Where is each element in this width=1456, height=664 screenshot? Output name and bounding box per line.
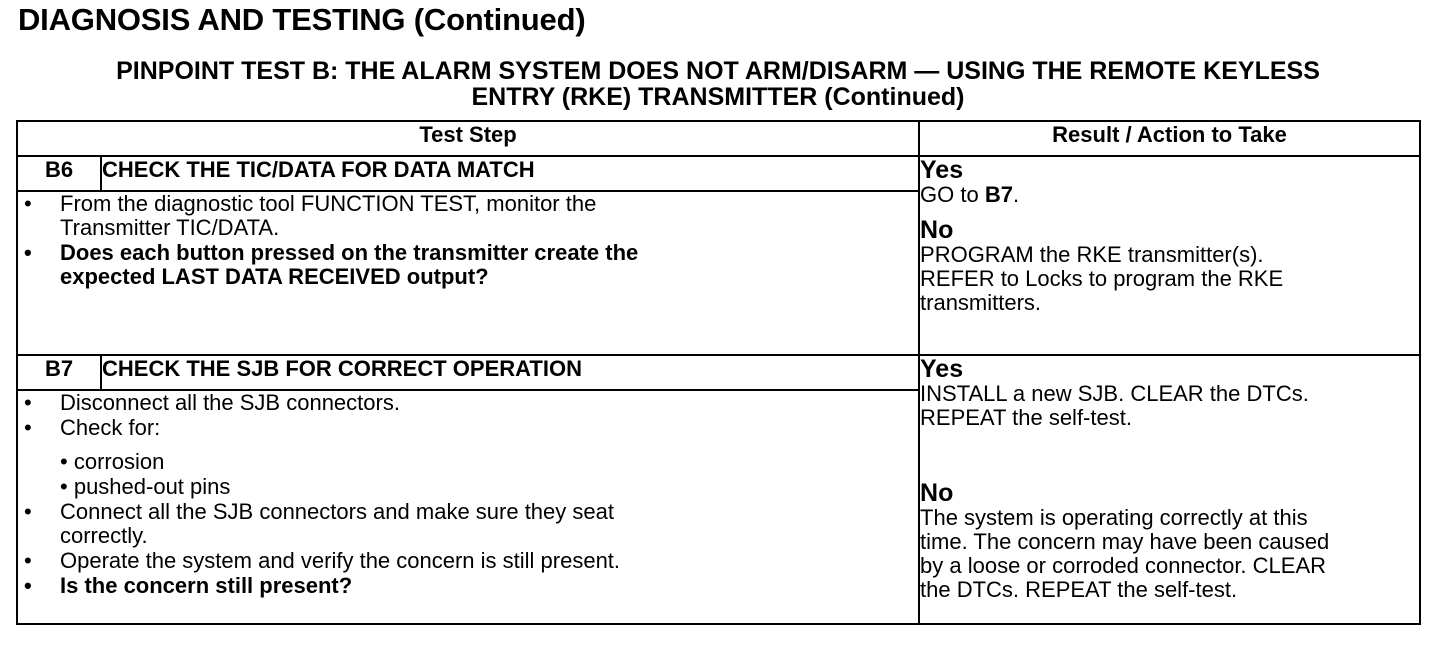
list-item-text: Does each button pressed on the transmitter create the [60,240,639,265]
step-row-b7 [17,355,1420,390]
list-item-text: Connect all the SJB connectors and make sure they seat [60,499,614,524]
list-item [18,574,918,598]
result-yes-line: REPEAT the self-test. [920,405,1132,430]
result-yes-b6 [920,157,1419,207]
list-item-text: correctly. [60,523,148,548]
result-no-b6 [920,217,1419,315]
result-no-line: The system is operating correctly at this [920,505,1308,530]
bullet: • [24,573,32,598]
sub-list-item [18,450,918,474]
header-test-step: Test Step [17,121,919,156]
step-title-b6: CHECK THE TIC/DATA FOR DATA MATCH [101,156,919,191]
test-title-line-2: ENTRY (RKE) TRANSMITTER (Continued) [471,83,965,111]
step-list-b7 [18,391,918,598]
result-cell-b6 [919,156,1420,355]
step-title-b7: CHECK THE SJB FOR CORRECT OPERATION [101,355,919,390]
result-no-line: PROGRAM the RKE transmitter(s). [920,242,1264,267]
step-list-b6 [18,192,918,289]
list-item [18,549,918,573]
list-item [18,241,918,289]
result-yes-suffix: . [1012,182,1020,207]
result-yes-line: INSTALL a new SJB. CLEAR the DTCs. [920,381,1309,406]
result-no-line: by a loose or corroded connector. CLEAR [920,553,1327,578]
result-no-line: transmitters. [920,290,1042,315]
sub-list-item-text: pushed-out pins [73,474,231,499]
result-no-label: No [920,216,954,244]
bullet: • [24,548,32,573]
list-item-text: From the diagnostic tool FUNCTION TEST, monitor the [60,191,597,216]
bullet: • [24,499,32,524]
step-body-b6 [17,191,919,355]
bullet: • [24,390,32,415]
result-yes-text [920,182,1019,207]
result-no-label: No [920,479,954,507]
bullet: • [24,240,32,265]
result-yes-label: Yes [920,355,964,383]
header-result-action: Result / Action to Take [919,121,1420,156]
pinpoint-test-title [18,58,1418,110]
step-row-b6 [17,156,1420,191]
result-yes-b7 [920,356,1419,430]
result-yes-prefix: GO to [920,182,985,207]
list-item-text: Disconnect all the SJB connectors. [60,390,400,415]
sub-list-item [18,475,918,499]
list-item-text: Check for: [60,415,161,440]
list-item [18,500,918,548]
list-item [18,416,918,440]
bullet: • [24,191,32,216]
step-body-b7 [17,390,919,624]
pinpoint-test-table [16,120,1421,625]
step-reference-b7: B7 [984,182,1013,207]
list-item-text: Transmitter TIC/DATA. [60,215,280,240]
page-heading: DIAGNOSIS AND TESTING (Continued) [18,2,586,37]
step-id-b6: B6 [17,156,101,191]
sub-bullet: • [60,449,68,474]
test-title-line-1: PINPOINT TEST B: THE ALARM SYSTEM DOES NOT ARM/DISARM — USING THE REMOTE KEYLESS [116,57,1320,85]
result-no-line: REFER to Locks to program the RKE [920,266,1284,291]
sub-bullet: • [60,474,68,499]
result-no-line: the DTCs. REPEAT the self-test. [920,577,1238,602]
list-item [18,391,918,415]
result-cell-b7 [919,355,1420,624]
list-item-text: Operate the system and verify the concern is still present. [60,548,621,573]
bullet: • [24,415,32,440]
result-yes-label: Yes [920,156,964,184]
list-item [18,192,918,240]
list-item-text: expected LAST DATA RECEIVED output? [60,264,489,289]
list-item-text: Is the concern still present? [60,573,353,598]
result-no-line: time. The concern may have been caused [920,529,1330,554]
sub-list-item-text: corrosion [73,449,165,474]
result-no-b7 [920,480,1419,602]
table-header-row [17,121,1420,156]
step-id-b7: B7 [17,355,101,390]
